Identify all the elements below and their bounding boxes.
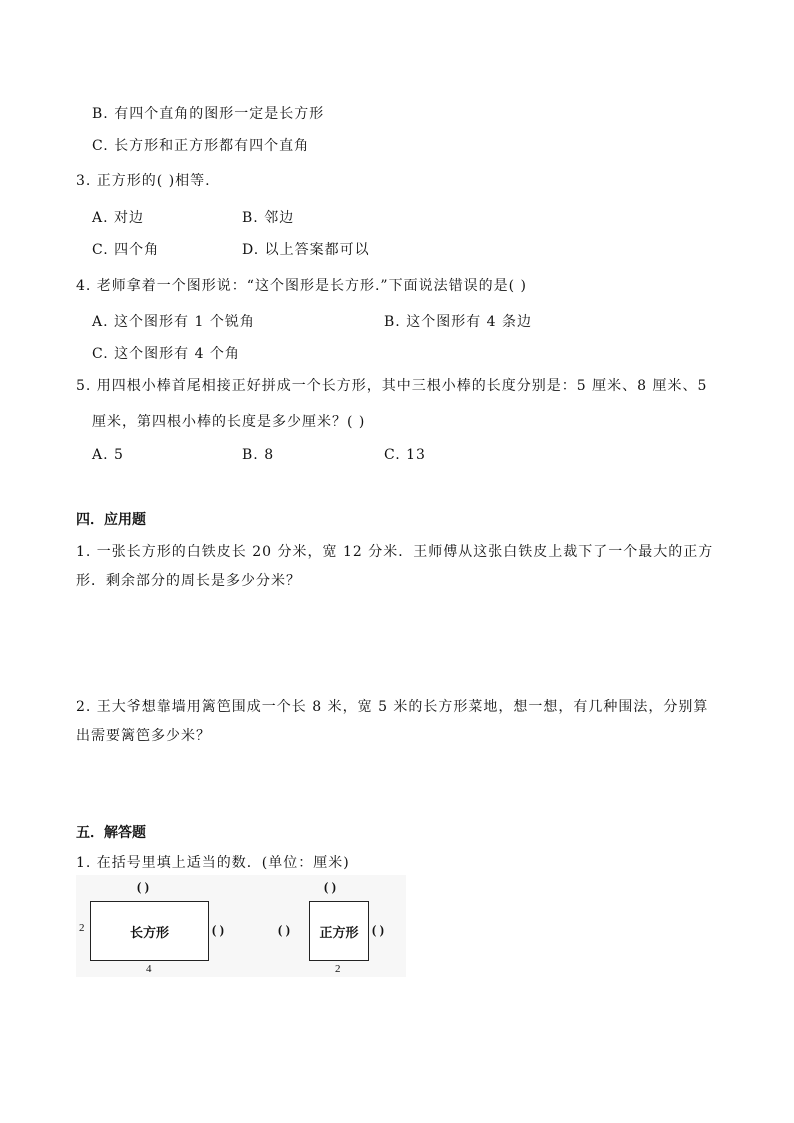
square-right-blank: ( ) — [372, 922, 384, 937]
square-bottom-length: 2 — [335, 963, 341, 975]
q3-option-c: C. 四个角 — [92, 242, 160, 258]
rect-bottom-length: 4 — [146, 963, 152, 975]
q3-option-b: B. 邻边 — [242, 210, 295, 226]
q3-option-a: A. 对边 — [92, 210, 145, 226]
square-shape — [309, 901, 369, 961]
q3-option-d: D. 以上答案都可以 — [242, 242, 370, 258]
rect-top-blank: ( ) — [137, 879, 149, 894]
square-left-blank: ( ) — [278, 922, 290, 937]
q5-option-a: A. 5 — [92, 447, 124, 463]
q2-option-b: B. 有四个直角的图形一定是长方形 — [92, 106, 325, 122]
rectangle-label: 长方形 — [129, 925, 169, 941]
square-top-blank: ( ) — [324, 879, 336, 894]
q2-option-c: C. 长方形和正方形都有四个直角 — [92, 138, 310, 154]
section4-problem1-line1: 1. 一张长方形的白铁皮长 20 分米，宽 12 分米．王师傅从这张白铁皮上裁下了一个最大的正方 — [76, 544, 714, 560]
q4-option-c: C. 这个图形有 4 个角 — [92, 346, 240, 362]
section5-heading: 五．解答题 — [76, 825, 146, 841]
shapes-figure — [76, 875, 406, 977]
section5-problem1: 1. 在括号里填上适当的数．(单位：厘米) — [76, 855, 350, 871]
rectangle-shape — [90, 901, 209, 961]
q4-stem: 4. 老师拿着一个图形说：“这个图形是长方形.”下面说法错误的是( ) — [76, 278, 527, 294]
q5-stem-line2: 厘米，第四根小棒的长度是多少厘米？( ) — [92, 414, 366, 430]
section4-problem2-line1: 2. 王大爷想靠墙用篱笆围成一个长 8 米，宽 5 米的长方形菜地，想一想，有几种围法，分别算 — [76, 699, 709, 715]
q5-option-c: C. 13 — [384, 447, 426, 463]
q4-option-b: B. 这个图形有 4 条边 — [384, 314, 532, 330]
q4-option-a: A. 这个图形有 1 个锐角 — [92, 314, 255, 330]
section4-problem2-line2: 出需要篱笆多少米？ — [76, 728, 211, 744]
q5-stem-line1: 5. 用四根小棒首尾相接正好拼成一个长方形，其中三根小棒的长度分别是：5 厘米、8 厘米、5 — [76, 378, 708, 394]
q5-option-b: B. 8 — [242, 447, 275, 463]
square-label: 正方形 — [319, 925, 359, 941]
q3-stem: 3. 正方形的( )相等. — [76, 173, 211, 189]
section4-heading: 四．应用题 — [76, 512, 146, 528]
rect-right-blank: ( ) — [212, 922, 224, 937]
section4-problem1-line2: 形．剩余部分的周长是多少分米？ — [76, 573, 301, 589]
rect-left-length: 2 — [79, 922, 85, 934]
